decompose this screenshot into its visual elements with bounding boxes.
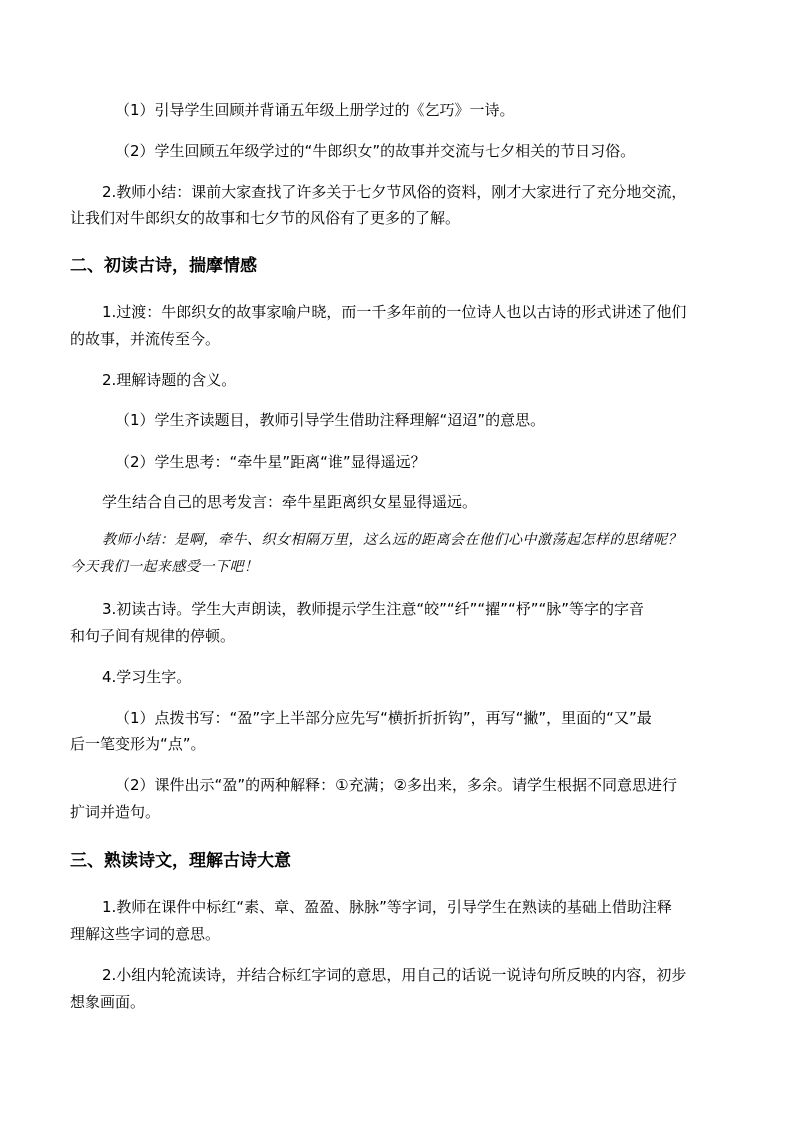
paragraph-group-reading-line-2: 想象画面。 (70, 993, 146, 1011)
paragraph-group-reading-line-1: 2.小组内轮流读诗，并结合标红字词的意思，用自己的话说一说诗句所反映的内容，初步 (102, 966, 687, 984)
paragraph-transition-line-2: 的故事，并流传至今。 (70, 330, 221, 348)
paragraph-new-characters: 4.学习生字。 (102, 668, 192, 686)
paragraph-summary-line-1: 2.教师小结：课前大家查找了许多关于七夕节风俗的资料，刚才大家进行了充分地交流， (102, 183, 687, 201)
paragraph-teacher-summary-line-1: 教师小结：是啊，牵牛、织女相隔万里，这么远的距离会在他们心中激荡起怎样的思绪呢？ (102, 532, 682, 548)
paragraph-writing-guide-line-2: 后一笔变形为“点”。 (70, 735, 206, 753)
paragraph-ying-meaning-line-2: 扩词并造句。 (70, 803, 161, 821)
paragraph-ying-meaning-line-1: （2）课件出示“盈”的两种解释：①充满；②多出来，多余。请学生根据不同意思进行 (115, 776, 677, 794)
paragraph-writing-guide-line-1: （1）点拨书写：“盈”字上半部分应先写“横折折折钩”，再写“撇”，里面的“又”最 (115, 709, 652, 727)
section-heading-2: 二、初读古诗，揣摩情感 (70, 256, 257, 276)
paragraph-highlight-words-line-1: 1.教师在课件中标红“素、章、盈盈、脉脉”等字词，引导学生在熟读的基础上借助注释 (102, 898, 672, 916)
paragraph-step-2-2: （2）学生思考：“牵牛星”距离“谁”显得遥远？ (115, 453, 426, 471)
paragraph-student-answer: 学生结合自己的思考发言：牵牛星距离织女星显得遥远。 (102, 493, 478, 511)
paragraph-first-reading-line-1: 3.初读古诗。学生大声朗读，教师提示学生注意“皎”“纤”“擢”“杼”“脉”等字的字音 (102, 600, 645, 618)
paragraph-first-reading-line-2: 和句子间有规律的停顿。 (70, 627, 236, 645)
paragraph-step-1-1: （1）引导学生回顾并背诵五年级上册学过的《乞巧》一诗。 (115, 101, 515, 119)
paragraph-highlight-words-line-2: 理解这些字词的意思。 (70, 925, 221, 943)
paragraph-teacher-summary-line-2: 今天我们一起来感受一下吧！ (70, 559, 259, 575)
paragraph-title-meaning: 2.理解诗题的含义。 (102, 371, 237, 389)
paragraph-step-2-1: （1）学生齐读题目，教师引导学生借助注释理解“迢迢”的意思。 (115, 411, 546, 429)
paragraph-transition-line-1: 1.过渡：牛郎织女的故事家喻户晓，而一千多年前的一位诗人也以古诗的形式讲述了他们 (102, 303, 687, 321)
paragraph-step-1-2: （2）学生回顾五年级学过的“牛郎织女”的故事并交流与七夕相关的节日习俗。 (115, 142, 636, 160)
section-heading-3: 三、熟读诗文，理解古诗大意 (70, 851, 291, 871)
paragraph-summary-line-2: 让我们对牛郎织女的故事和七夕节的风俗有了更多的了解。 (70, 209, 461, 227)
